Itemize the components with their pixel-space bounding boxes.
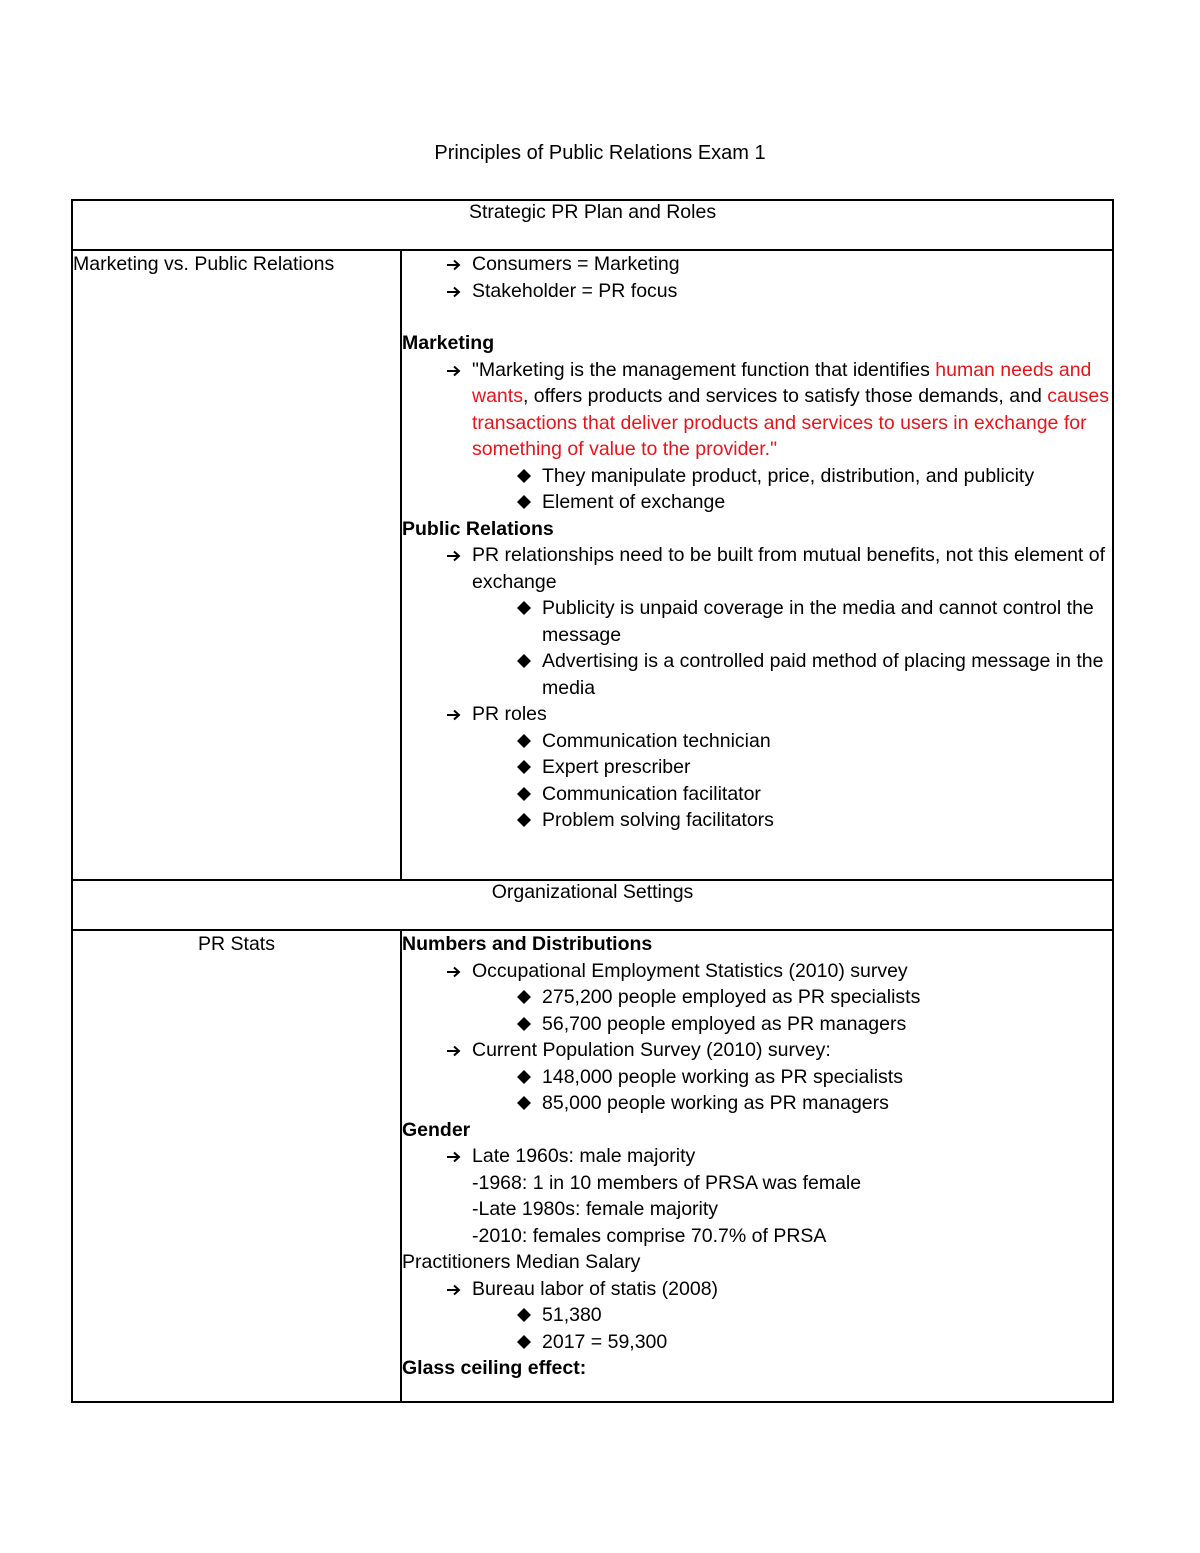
diamond-icon [506, 728, 542, 755]
subheading: Public Relations [402, 517, 554, 540]
highlight-text: causes transactions that deliver products and services to users in exchange for something of value to the provider." [472, 385, 1110, 460]
list-item: PR relationships need to be built from mutual benefits, not this element of exchange [402, 542, 1112, 595]
list-item: Consumers = Marketing [402, 251, 1112, 278]
arrow-right-icon [436, 251, 472, 278]
arrow-right-icon [436, 278, 472, 305]
list-item: Current Population Survey (2010) survey: [402, 1037, 1112, 1064]
diamond-icon [506, 489, 542, 516]
diamond-icon [506, 595, 542, 648]
list-item: 2017 = 59,300 [402, 1329, 1112, 1356]
arrow-right-icon [436, 357, 472, 463]
row-content [401, 250, 1113, 880]
subheading: Numbers and Distributions [402, 933, 653, 955]
list-item: Stakeholder = PR focus [402, 278, 1112, 305]
diamond-icon [506, 807, 542, 834]
list-item: Advertising is a controlled paid method of placing message in the media [402, 648, 1112, 701]
diamond-icon [506, 1011, 542, 1038]
diamond-icon [506, 648, 542, 701]
section-heading: Strategic PR Plan and Roles [72, 200, 1113, 250]
list-item: Element of exchange [402, 489, 1112, 516]
document-title: Principles of Public Relations Exam 1 [434, 142, 766, 164]
marketing-definition: "Marketing is the management function that identifies human needs and wants, offers products and services to satisfy those demands, and causes transactions that deliver products and services to users in exchange for something of value to the provider." [472, 358, 1110, 460]
row-label: Marketing vs. Public Relations [72, 250, 401, 880]
list-item: 148,000 people working as PR specialists [402, 1064, 1112, 1091]
section-body-row [72, 930, 1113, 1402]
list-item: Communication facilitator [402, 781, 1112, 808]
diamond-icon [506, 463, 542, 490]
arrow-right-icon [436, 1143, 472, 1170]
diamond-icon [506, 1329, 542, 1356]
subheading: Practitioners Median Salary [402, 1251, 641, 1273]
list-item: 85,000 people working as PR managers [402, 1090, 1112, 1117]
section-header-row [72, 880, 1113, 930]
subheading: Glass ceiling effect: [402, 1357, 587, 1379]
list-item: 56,700 people employed as PR managers [402, 1011, 1112, 1038]
text-line: -1968: 1 in 10 members of PRSA was female [472, 1171, 862, 1194]
list-item: 51,380 [402, 1302, 1112, 1329]
section-body-row [72, 250, 1113, 880]
section-heading: Organizational Settings [72, 880, 1113, 930]
list-item: Expert prescriber [402, 754, 1112, 781]
arrow-right-icon [436, 1276, 472, 1303]
list-item: Problem solving facilitators [402, 807, 1112, 834]
arrow-right-icon [436, 1037, 472, 1064]
row-label: PR Stats [72, 930, 401, 1402]
notes-table [71, 199, 1114, 1403]
diamond-icon [506, 1090, 542, 1117]
list-item: They manipulate product, price, distribution, and publicity [402, 463, 1112, 490]
diamond-icon [506, 984, 542, 1011]
list-item: Occupational Employment Statistics (2010) survey [402, 958, 1112, 985]
list-item [402, 357, 1112, 463]
arrow-right-icon [436, 542, 472, 595]
arrow-right-icon [436, 958, 472, 985]
diamond-icon [506, 754, 542, 781]
list-item: Publicity is unpaid coverage in the media and cannot control the message [402, 595, 1112, 648]
diamond-icon [506, 1064, 542, 1091]
highlight-text: human needs and wants [472, 358, 1092, 407]
row-content [401, 930, 1113, 1402]
arrow-right-icon [436, 701, 472, 728]
text-line: -Late 1980s: female majority [472, 1198, 719, 1220]
diamond-icon [506, 781, 542, 808]
list-item: Communication technician [402, 728, 1112, 755]
list-item: PR roles [402, 701, 1112, 728]
list-item: 275,200 people employed as PR specialists [402, 984, 1112, 1011]
section-header-row [72, 200, 1113, 250]
text-line: -2010: females comprise 70.7% of PRSA [472, 1224, 827, 1247]
subheading: Marketing [402, 332, 495, 354]
list-item: Late 1960s: male majority [402, 1143, 1112, 1170]
diamond-icon [506, 1302, 542, 1329]
subheading: Gender [402, 1118, 471, 1141]
list-item: Bureau labor of statis (2008) [402, 1276, 1112, 1303]
